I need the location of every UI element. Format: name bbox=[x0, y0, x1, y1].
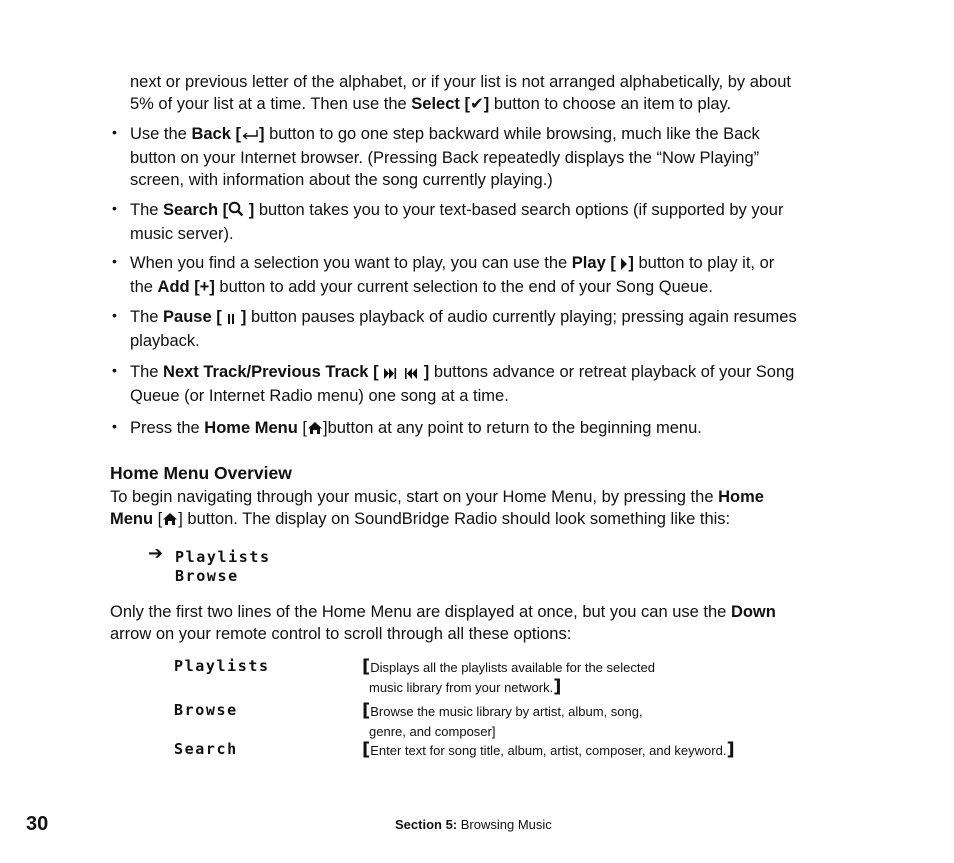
bullet-search bbox=[130, 199, 850, 245]
next-previous-track-icon bbox=[383, 363, 419, 385]
next-prev-pre: The bbox=[130, 363, 164, 381]
back-bracket-close: ] bbox=[258, 125, 265, 143]
desc-line-2: genre, and composer] bbox=[369, 724, 496, 739]
bracket-open: [ bbox=[362, 739, 371, 760]
section-para bbox=[110, 486, 830, 532]
bullet-play-add bbox=[130, 252, 850, 298]
back-text-1: button to go one step backward while browsing, much like the Back bbox=[264, 125, 760, 143]
footer-section bbox=[395, 817, 552, 832]
section-text-1: To begin navigating through your music, start on your Home Menu, by pressing the bbox=[110, 488, 719, 506]
play-text-1: button to play it, or bbox=[633, 254, 775, 272]
home-icon bbox=[162, 510, 178, 532]
return-arrow-icon bbox=[241, 125, 259, 147]
section-bracket-open: [ bbox=[153, 510, 163, 528]
pause-icon bbox=[226, 308, 236, 330]
bullet-dot: • bbox=[112, 124, 117, 140]
next-prev-label: Next Track/Previous Track [ bbox=[163, 363, 384, 381]
para2-text-2: arrow on your remote control to scroll through all these options: bbox=[110, 625, 572, 643]
display-line-1: Playlists bbox=[175, 548, 271, 566]
home-pre: Press the bbox=[130, 419, 205, 437]
search-text-1: button takes you to your text-based search options (if supported by your bbox=[254, 201, 784, 219]
option-desc-browse bbox=[362, 701, 643, 741]
pause-label: Pause [ bbox=[163, 308, 227, 326]
bracket-open: [ bbox=[362, 656, 371, 677]
option-name-browse: Browse bbox=[174, 701, 238, 719]
back-pre: Use the bbox=[130, 125, 192, 143]
bracket-open: [ bbox=[362, 700, 371, 721]
bullet-dot: • bbox=[112, 418, 117, 434]
desc-line-1: Browse the music library by artist, album, song, bbox=[370, 704, 643, 719]
footer-section-label: Section 5: bbox=[395, 817, 458, 832]
back-label: Back [ bbox=[191, 125, 241, 143]
display-line-2: Browse bbox=[175, 567, 239, 585]
next-prev-text-1: buttons advance or retreat playback of your Song bbox=[429, 363, 795, 381]
search-text-2: music server). bbox=[130, 225, 234, 243]
intro-text-2-end: button to choose an item to play. bbox=[489, 95, 732, 113]
next-prev-text-2: Queue (or Internet Radio menu) one song at a time. bbox=[130, 387, 509, 405]
option-name-search: Search bbox=[174, 740, 238, 758]
para-2 bbox=[110, 601, 830, 645]
pause-bracket-close: ] bbox=[236, 308, 247, 326]
magnifier-icon bbox=[228, 201, 244, 223]
home-icon bbox=[307, 419, 323, 441]
intro-text-1: next or previous letter of the alphabet, or if your list is not arranged alphabetically, by about bbox=[130, 73, 791, 91]
add-label: Add [+] bbox=[157, 278, 215, 296]
desc-line-1: Enter text for song title, album, artist, composer, and keyword. bbox=[370, 743, 727, 758]
intro-line-2 bbox=[130, 93, 731, 115]
pause-text-1: button pauses playback of audio currently playing; pressing again resumes bbox=[246, 308, 797, 326]
para2-text-1: Only the first two lines of the Home Menu are displayed at once, but you can use the bbox=[110, 603, 731, 621]
select-label: Select [ bbox=[411, 95, 470, 113]
option-name-playlists: Playlists bbox=[174, 657, 270, 675]
section-text-2: ] button. The display on SoundBridge Radio should look something like this: bbox=[178, 510, 731, 528]
search-label: Search [ bbox=[163, 201, 229, 219]
pause-text-2: playback. bbox=[130, 332, 200, 350]
pause-pre: The bbox=[130, 308, 164, 326]
bullet-home bbox=[130, 417, 850, 441]
bullet-next-prev bbox=[130, 361, 850, 407]
intro-line-1 bbox=[130, 71, 791, 93]
option-desc-playlists bbox=[362, 657, 655, 697]
desc-line-1: Displays all the playlists available for the selected bbox=[370, 660, 655, 675]
home-word: Home bbox=[718, 488, 764, 506]
bullet-dot: • bbox=[112, 362, 117, 378]
back-text-3: screen, with information about the song currently playing.) bbox=[130, 171, 553, 189]
search-pre: The bbox=[130, 201, 164, 219]
play-bracket-close: ] bbox=[628, 254, 634, 272]
section-heading: Home Menu Overview bbox=[110, 463, 292, 483]
home-bracket-open: [ bbox=[297, 419, 307, 437]
add-text: button to add your current selection to the end of your Song Queue. bbox=[214, 278, 713, 296]
back-text-2: button on your Internet browser. (Pressing Back repeatedly displays the “Now Playing” bbox=[130, 149, 760, 167]
bullet-dot: • bbox=[112, 307, 117, 323]
page-number: 30 bbox=[26, 813, 49, 835]
next-prev-bracket-close: ] bbox=[419, 363, 430, 381]
footer-section-title: Browsing Music bbox=[457, 817, 552, 832]
play-pre: When you find a selection you want to play, you can use the bbox=[130, 254, 572, 272]
desc-line-2: music library from your network. bbox=[369, 680, 554, 695]
bullet-dot: • bbox=[112, 253, 117, 269]
option-desc-search bbox=[362, 740, 735, 760]
home-label: Home Menu bbox=[204, 419, 298, 437]
add-pre: the bbox=[130, 278, 158, 296]
intro-text-2: 5% of your list at a time. Then use the bbox=[130, 95, 412, 113]
bullet-pause bbox=[130, 306, 850, 352]
bullet-dot: • bbox=[112, 200, 117, 216]
checkmark-icon: ✔ bbox=[469, 95, 484, 113]
select-bracket-close: ] bbox=[483, 95, 490, 113]
bracket-close: ] bbox=[553, 676, 562, 697]
bullet-back bbox=[130, 123, 850, 191]
menu-word: Menu bbox=[110, 510, 154, 528]
down-word: Down bbox=[730, 603, 776, 621]
home-text: ]button at any point to return to the beginning menu. bbox=[322, 419, 702, 437]
search-bracket-close: ] bbox=[244, 201, 255, 219]
play-label: Play [ bbox=[571, 254, 621, 272]
arrow-right-icon: ➔ bbox=[148, 543, 164, 563]
bracket-close: ] bbox=[726, 739, 735, 760]
